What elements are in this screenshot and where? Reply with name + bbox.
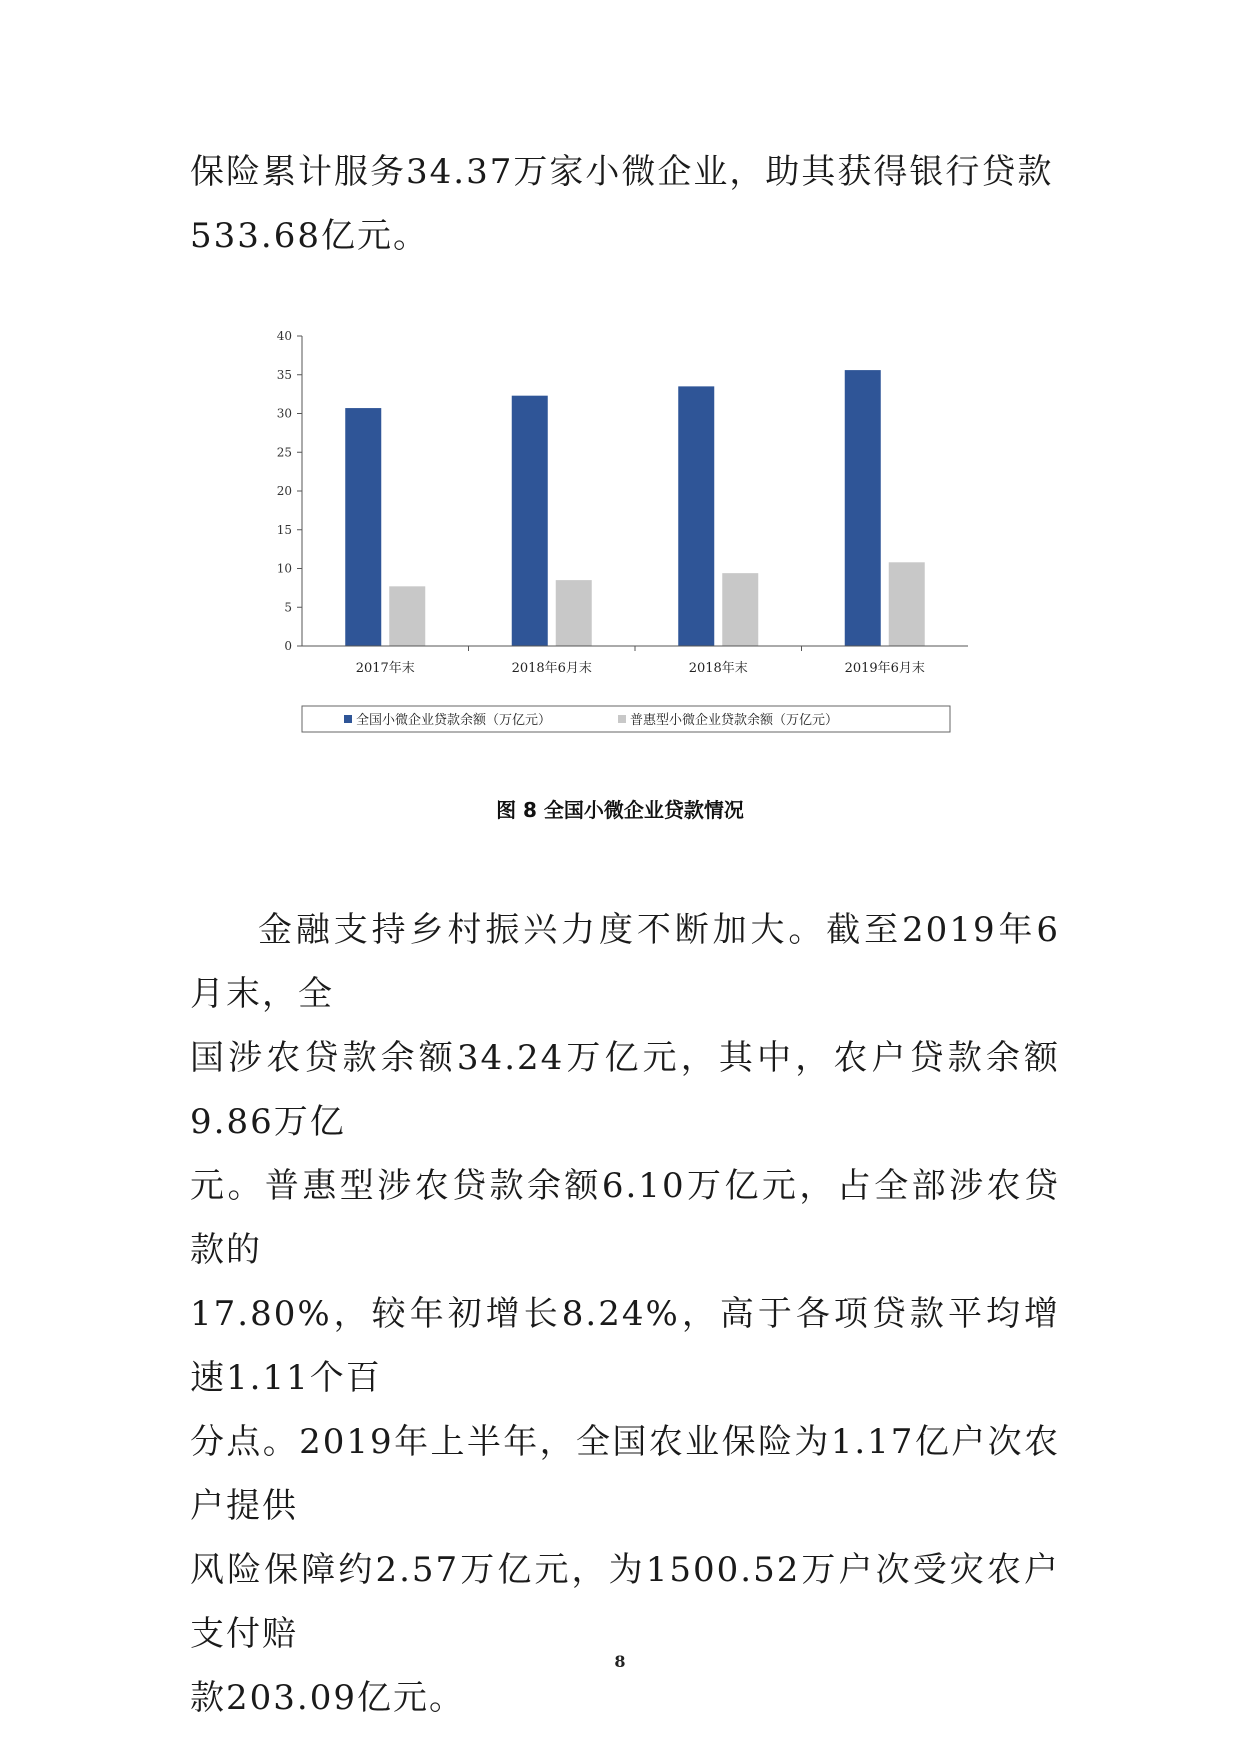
- y-tick-label: 0: [284, 639, 292, 653]
- bar-series-1: [678, 386, 714, 646]
- y-axis: [277, 329, 302, 653]
- y-tick-label: 10: [276, 561, 292, 576]
- x-tick-label: 2018年6月末: [511, 661, 592, 676]
- legend-swatch: [618, 715, 626, 723]
- y-tick-label: 20: [276, 484, 292, 498]
- text-line: 国涉农贷款余额34.24万亿元，其中，农户贷款余额9.86万亿: [190, 1038, 1060, 1142]
- legend-swatch: [344, 715, 352, 723]
- figure-caption: 图 8 全国小微企业贷款情况: [496, 798, 744, 822]
- bar-series-1: [845, 370, 881, 646]
- text-line: 17.80%，较年初增长8.24%，高于各项贷款平均增速1.11个百: [190, 1294, 1060, 1398]
- legend-label: 全国小微企业贷款余额（万亿元）: [356, 713, 552, 728]
- text-line: 款203.09亿元。: [190, 1678, 465, 1718]
- bars: [345, 370, 925, 646]
- y-tick-label: 40: [276, 329, 292, 343]
- bar-series-1: [512, 396, 548, 646]
- legend-label: 普惠型小微企业贷款余额（万亿元）: [630, 713, 839, 728]
- page-number: 8: [614, 1652, 626, 1671]
- x-tick-label: 2019年6月末: [844, 661, 925, 676]
- bar-series-2: [389, 586, 425, 646]
- legend: [302, 706, 950, 732]
- bar-series-2: [722, 573, 758, 646]
- y-tick-label: 15: [276, 522, 292, 537]
- x-tick-label: 2018年末: [688, 661, 748, 676]
- y-tick-label: 25: [276, 445, 292, 460]
- text-line: 533.68亿元。: [190, 216, 429, 256]
- text-line: 金融支持乡村振兴力度不断加大。截至2019年6月末，全: [190, 910, 1060, 1014]
- x-tick-label: 2017年末: [355, 661, 415, 676]
- bar-chart: [276, 322, 970, 742]
- paragraph-top: [190, 140, 1060, 268]
- y-tick-label: 5: [284, 600, 292, 615]
- bar-series-2: [889, 562, 925, 646]
- paragraph-main: [190, 898, 1060, 1730]
- y-tick-label: 35: [276, 367, 292, 382]
- text-line: 保险累计服务34.37万家小微企业，助其获得银行贷款: [190, 152, 1054, 192]
- text-line: 元。普惠型涉农贷款余额6.10万亿元，占全部涉农贷款的: [190, 1166, 1060, 1270]
- bar-series-2: [556, 580, 592, 646]
- text-line: 风险保障约2.57万亿元，为1500.52万户次受灾农户支付赔: [190, 1550, 1060, 1654]
- text-line: 分点。2019年上半年，全国农业保险为1.17亿户次农户提供: [190, 1422, 1060, 1526]
- y-tick-label: 30: [276, 406, 292, 421]
- bar-series-1: [345, 408, 381, 646]
- x-axis: [302, 646, 968, 676]
